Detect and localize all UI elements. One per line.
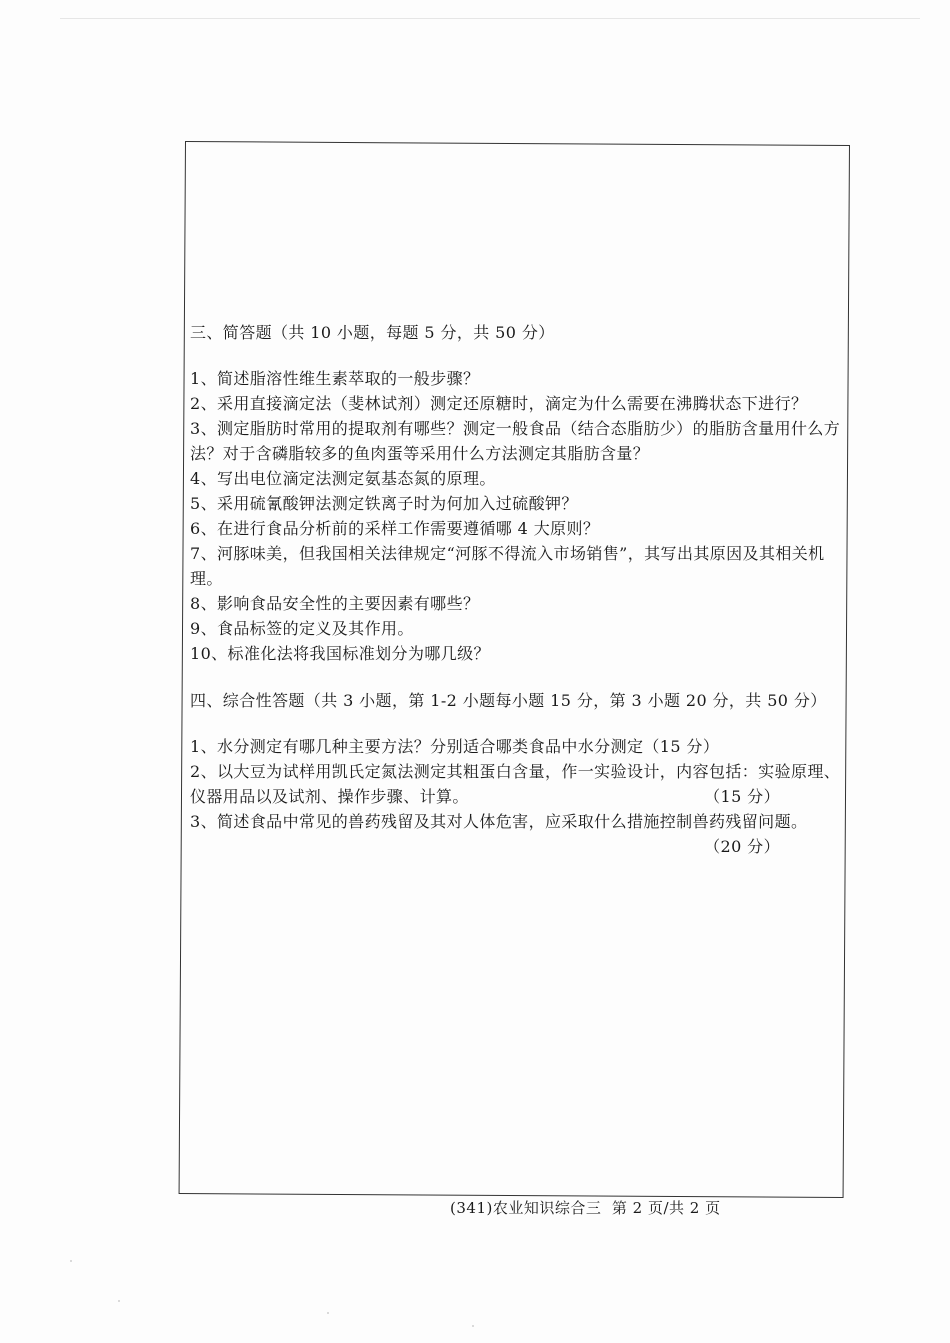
section-4-question-list xyxy=(190,734,850,859)
section-short-answer xyxy=(190,320,850,666)
question-item xyxy=(190,809,850,859)
question-item: 2、采用直接滴定法（斐林试剂）测定还原糖时，滴定为什么需要在沸腾状态下进行？ xyxy=(190,394,808,413)
question-item xyxy=(190,759,850,809)
question-item: 3、测定脂肪时常用的提取剂有哪些？测定一般食品（结合态脂肪少）的脂肪含量用什么方法？对于含磷脂较多的鱼肉蛋等采用什么方法测定其脂肪含量？ xyxy=(190,419,841,463)
question-text: 2、以大豆为试样用凯氏定氮法测定其粗蛋白含量，作一实验设计，内容包括：实验原理、仪器用品以及试剂、操作步骤、计算。 xyxy=(190,762,841,806)
question-item xyxy=(190,734,850,759)
section-comprehensive xyxy=(190,688,850,859)
exam-content xyxy=(190,320,850,859)
question-item: 5、采用硫氰酸钾法测定铁离子时为何加入过硫酸钾？ xyxy=(190,494,578,513)
scan-speck xyxy=(118,1300,120,1302)
section-4-title: 四、综合性答题（共 3 小题，第 1-2 小题每小题 15 分，第 3 小题 20 分，共 50 分） xyxy=(190,691,827,710)
question-item: 8、影响食品安全性的主要因素有哪些？ xyxy=(190,594,480,613)
section-3-question-list xyxy=(190,366,850,666)
question-score: （15 分） xyxy=(704,787,780,806)
question-item: 1、简述脂溶性维生素萃取的一般步骤？ xyxy=(190,369,480,388)
question-score: （20 分） xyxy=(704,837,780,856)
scan-speck xyxy=(472,1325,474,1327)
question-text: 3、简述食品中常见的兽药残留及其对人体危害，应采取什么措施控制兽药残留问题。 xyxy=(190,812,808,831)
scan-speck xyxy=(327,1312,329,1314)
section-3-title: 三、简答题（共 10 小题，每题 5 分，共 50 分） xyxy=(190,323,555,342)
scan-edge-line xyxy=(60,18,920,19)
question-text: 1、水分测定有哪几种主要方法？分别适合哪类食品中水分测定（15 分） xyxy=(190,737,720,756)
question-item: 10、标准化法将我国标准划分为哪几级？ xyxy=(190,644,490,663)
question-item: 9、食品标签的定义及其作用。 xyxy=(190,619,414,638)
question-item: 7、河豚味美，但我国相关法律规定“河豚不得流入市场销售”，其写出其原因及其相关机理。 xyxy=(190,544,825,588)
page-footer: (341)农业知识综合三 第 2 页/共 2 页 xyxy=(450,1199,721,1217)
scan-speck xyxy=(70,1260,72,1262)
question-item: 4、写出电位滴定法测定氨基态氮的原理。 xyxy=(190,469,496,488)
question-item: 6、在进行食品分析前的采样工作需要遵循哪 4 大原则？ xyxy=(190,519,600,538)
